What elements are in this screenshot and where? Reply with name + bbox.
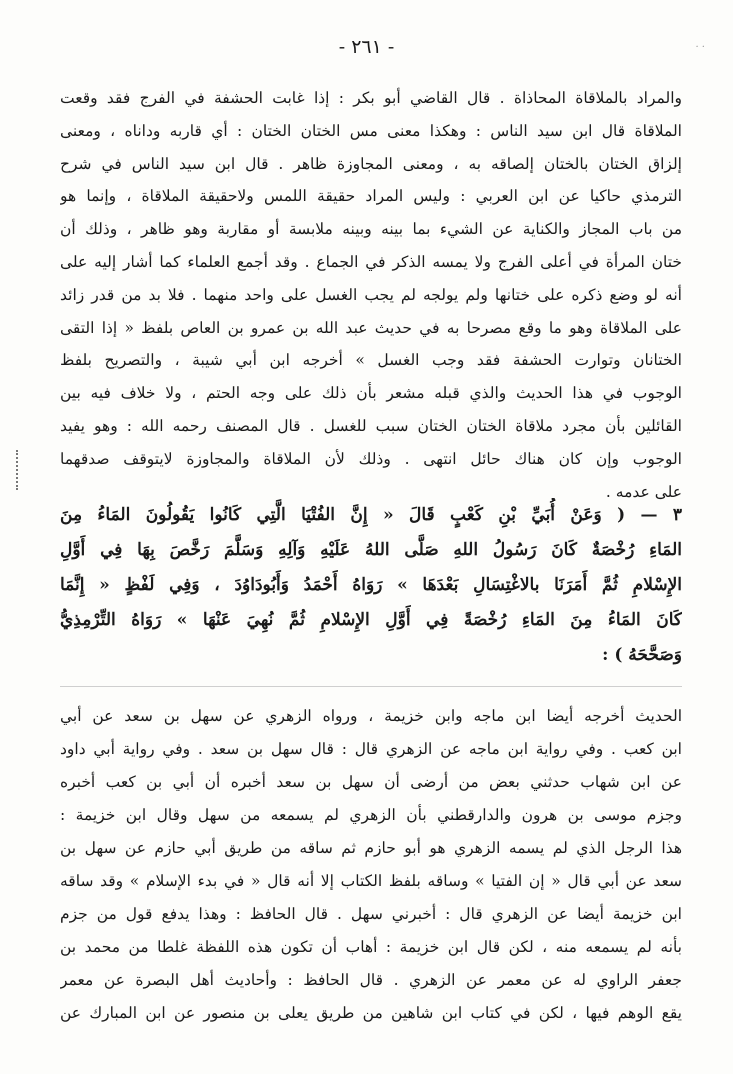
- text-line: هذا الرجل الذي لم يسمه الزهري هو أبو حازم ثم ساقه من طريق أبي حازم عن سهل بن: [60, 839, 682, 857]
- text-line: على الملاقاة وهو ما وقع مصرحا به في حديث عبد الله بن عمرو بن العاص بلفظ « إذا التقى: [60, 318, 682, 337]
- text-line: يقع الوهم فيها ، لكن في كتاب ابن شاهين من طريق يعلى بن منصور عن ابن المبارك عن: [60, 1004, 682, 1022]
- text-line: على عدمه .: [605, 482, 682, 501]
- text-line: القائلين بأن مجرد ملاقاة الختان الختان سبب للغسل . قال المصنف رحمه الله : وهو يفيد: [60, 416, 682, 435]
- text-line: والمراد بالملاقاة المحاذاة . قال القاضي أبو بكر : إذا غابت الحشفة في الفرج فقد وقعت: [60, 89, 682, 107]
- text-line: ابن خزيمة أيضا عن الزهري قال : أخبرني سهل . قال الحافظ : وهذا يدفع قول من جزم: [60, 905, 682, 923]
- hadith-line: ٣ — ( وَعَنْ أُبَيِّ بْنِ كَعْبٍ قَالَ « إِنَّ الفُتْيَا الَّتِي كَانُوا يَقُولُونَ المَاءُ مِنَ: [60, 505, 682, 525]
- hadith-line: كَانَ المَاءُ مِنَ المَاءِ رُخْصَةً فِي أَوَّلِ الإِسْلامِ ثُمَّ نُهِيَ عَنْهَا » رَوَاهُ التِّرْمِذِيُّ: [60, 610, 682, 630]
- text-line: الختانان وتوارت الحشفة فقد وجب الغسل » أخرجه ابن أبي شيبة ، والتصريح بلفظ: [60, 351, 682, 370]
- hadith-line: الإِسْلامِ ثُمَّ أَمَرَنَا بالاغْتِسَالِ بَعْدَهَا » رَوَاهُ أَحْمَدُ وَأَبُودَاوُدَ ، وَفِي لَفْظٍ « إِنَّمَا: [60, 575, 682, 595]
- section-divider: [60, 686, 682, 687]
- text-line: سعد عن أبي قال « إن الفتيا » وساقه بلفظ الكتاب إلا أنه قال « في بدء الإسلام » وقد ساقه: [60, 872, 682, 890]
- text-line: الحديث أخرجه أيضا ابن ماجه وابن خزيمة ، ورواه الزهري عن سهل بن سعد عن أبي: [60, 707, 682, 725]
- text-line: ختان المرأة في أعلى الفرج ولا يمسه الذكر في الجماع . وقد أجمع العلماء كما أشار إليه على: [60, 252, 682, 271]
- text-line: إلزاق الختان بالختان إلصاقه به ، ومعنى المجاوزة ظاهر . قال ابن سيد الناس في شرح: [60, 154, 682, 173]
- text-line: من باب المجاز والكناية عن الشيء بما بينه وبينه ملابسة أو مقاربة وهو ظاهر ، وذلك أن: [60, 220, 682, 239]
- text-line: الوجوب وإن كان هناك حائل انتهى . وذلك لأن الملاقاة والمجاوزة لايتوقف صدقهما: [60, 449, 682, 468]
- text-line: جعفر الراوي له عن معمر عن الزهري . قال الحافظ : وأحاديث أهل البصرة عن معمر: [60, 971, 682, 989]
- text-line: أنه لو وضع ذكره على ختانها ولم يولجه لم يجب الغسل على واحد منهما . فلا بد من قدر زائد: [60, 285, 682, 304]
- commentary-paragraph-1: [60, 82, 682, 508]
- text-line: وجزم موسى بن هرون والدارقطني بأن الزهري لم يسمعه من سهل وقال ابن خزيمة :: [60, 806, 682, 824]
- hadith-line: المَاءِ رُخْصَةٌ كَانَ رَسُولُ اللهِ صَلَّى اللهُ عَلَيْهِ وَآلِهِ وَسَلَّمَ رَخَّصَ بِهَا فِي أَوَّلِ: [60, 540, 682, 560]
- text-line: ابن كعب . وفي رواية ابن ماجه عن الزهري قال : قال سهل بن سعد . وفي رواية أبي داود: [60, 740, 682, 758]
- hadith-text: [60, 498, 682, 673]
- text-line: الملاقاة قال ابن سيد الناس : وهكذا معنى مس الختان الختان : أي قاربه وداناه ، ومعنى: [60, 121, 682, 140]
- text-line: بأنه لم يسمعه منه ، لكن قال ابن خزيمة : أهاب أن تكون هذه اللفظة غلطا من محمد بن: [60, 938, 682, 956]
- text-line: الترمذي حاكيا عن ابن العربي : وليس المراد حقيقة اللمس ولاحقيقة الملاقاة ، وإنما هو: [60, 187, 682, 206]
- margin-mark: [16, 450, 26, 490]
- hadith-line: وَصَحَّحَهُ ) :: [602, 645, 682, 665]
- text-line: الوجوب في هذا الحديث والذي قبله مشعر بأن ذلك على وجه الحتم ، ولا خلاف فيه بين: [60, 384, 682, 403]
- text-line: عن ابن شهاب حدثني بعض من أرضى أن سهل بن سعد أخبره أن أبي بن كعب أخبره: [60, 773, 682, 791]
- scan-speckle: · ·: [695, 42, 705, 53]
- commentary-paragraph-2: [60, 700, 682, 1030]
- page-number: - ٢٦١ -: [338, 36, 395, 58]
